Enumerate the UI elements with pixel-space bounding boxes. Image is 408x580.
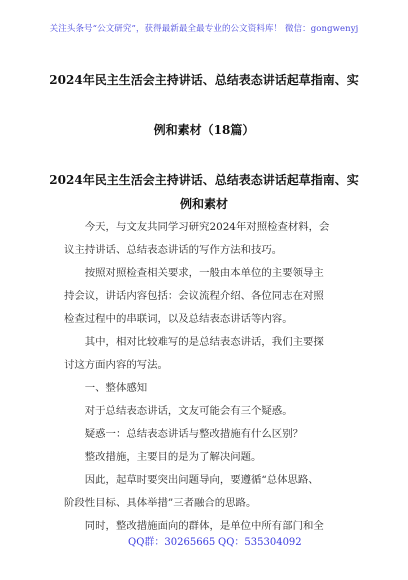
body-line: 阶段性目标、具体举措”三者融合的思路。 — [64, 497, 257, 509]
body-line: 因此，起草时要突出问题导向，要遵循“总体思路、 — [64, 474, 319, 486]
body-line: 今天，与文友共同学习研究2024年对照检查材料，会 — [64, 221, 330, 233]
body-line: 按照对照检查相关要求，一般由本单位的主要领导主 — [64, 267, 324, 279]
body-line: 讨这方面内容的写法。 — [64, 359, 168, 371]
body-line: 议主持讲话、总结表态讲话的写作方法和技巧。 — [64, 244, 283, 256]
footer-qq-group: QQ群：30265665 — [128, 537, 216, 548]
body-line: 其中，相对比较难写的是总结表态讲话，我们主要探 — [64, 336, 324, 348]
section-title-line-1: 2024年民主生活会主持讲话、总结表态讲话起草指南、实 — [49, 173, 359, 187]
body-line: 整改措施，主要目的是为了解决问题。 — [64, 451, 262, 463]
footer-qq-contact: QQ：535304092 — [218, 537, 302, 548]
body-line: 疑惑一：总结表态讲话与整改措施有什么区别？ — [64, 428, 303, 440]
document-title-line-1: 2024年民主生活会主持讲话、总结表态讲话起草指南、实 — [49, 73, 359, 87]
body-line: 同时，整改措施面向的群体，是单位中所有部门和全 — [64, 520, 324, 532]
document-title-line-2: 例和素材（18篇） — [153, 123, 255, 137]
body-line: 检查过程中的串联词，以及总结表态讲话等内容。 — [64, 313, 293, 325]
body-line: 对于总结表态讲话，文友可能会有三个疑惑。 — [64, 405, 293, 417]
header-notice: 关注头条号“公文研究”，获得最新最全最专业的公文资料库！ 微信：gongwenyj — [49, 24, 359, 34]
section-title-line-2: 例和素材 — [179, 197, 228, 211]
body-line: 持会议，讲话内容包括：会议流程介绍、各位同志在对照 — [64, 290, 324, 302]
body-line: 一、整体感知 — [64, 382, 148, 394]
